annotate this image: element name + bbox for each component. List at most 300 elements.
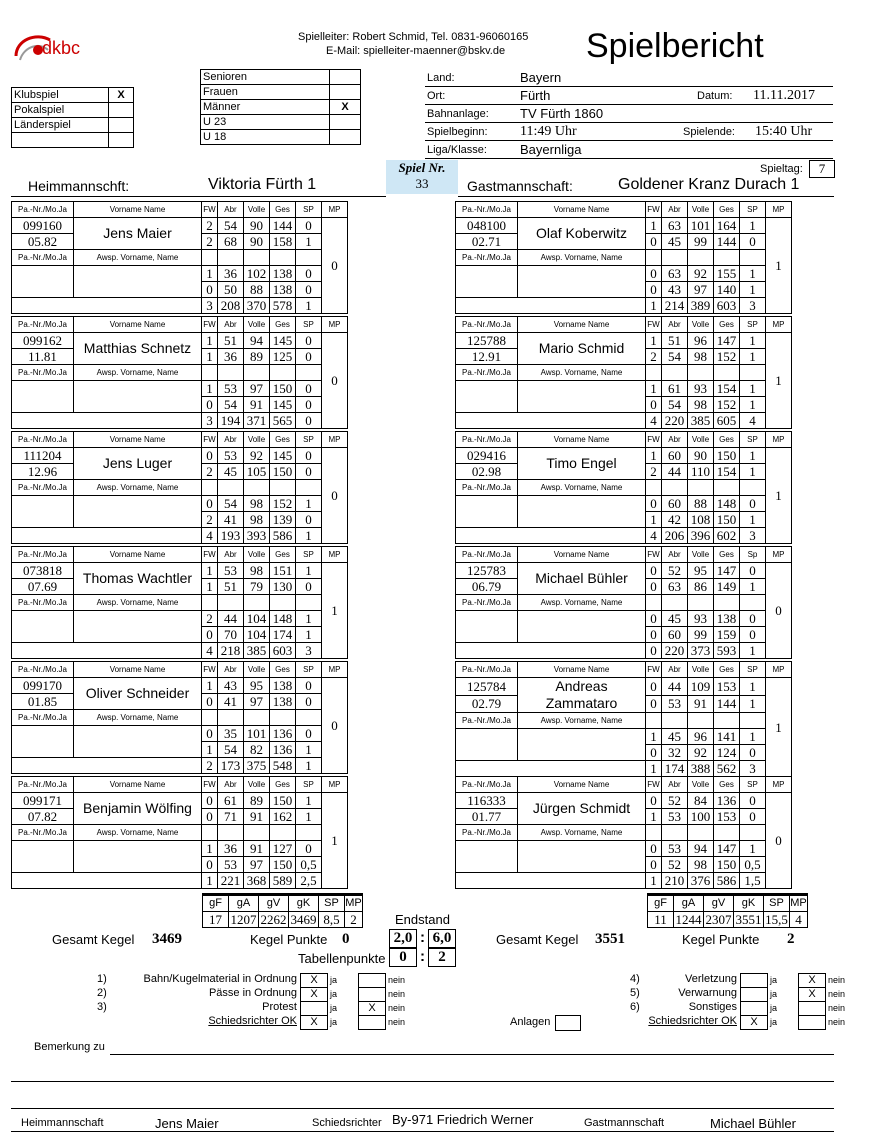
check-ja-box[interactable]: X — [300, 973, 328, 988]
check-nein-box[interactable] — [798, 1015, 826, 1030]
volle-label: Volle — [688, 202, 714, 218]
beginn-label: Spielbeginn: — [427, 126, 488, 138]
score-cell: 144 — [270, 218, 296, 234]
score-cell: 147 — [714, 563, 740, 579]
sub-label: Awsp. Vorname, Name — [518, 825, 646, 841]
tabelle-guest: 2 — [428, 948, 456, 967]
score-cell: 54 — [662, 349, 688, 365]
sub-pass[interactable] — [456, 266, 518, 298]
ja-label: ja — [330, 1003, 338, 1013]
sub-name[interactable] — [518, 729, 646, 761]
check-ja-box[interactable]: X — [300, 1015, 328, 1030]
guest-player-block — [455, 776, 792, 889]
check-nein-box[interactable] — [798, 1001, 826, 1016]
score-cell: 52 — [662, 857, 688, 873]
score-cell: 0 — [646, 745, 662, 761]
score-cell: 96 — [688, 729, 714, 745]
guest-team-name: Goldener Kranz Durach 1 — [618, 176, 800, 193]
score-cell: 1 — [646, 729, 662, 745]
cat-u23-mark[interactable] — [330, 115, 361, 130]
mp-value: 1 — [766, 218, 792, 314]
score-cell: 154 — [714, 464, 740, 480]
mp-label: MP — [766, 662, 792, 678]
sp-label: SP — [296, 777, 322, 793]
score-cell: 385 — [688, 413, 714, 429]
pass-number: 048100 — [456, 218, 518, 234]
pass-label: Pa.-Nr./Mo.Ja — [456, 317, 518, 333]
home-player-table — [11, 661, 348, 774]
birth-date: 06.79 — [456, 579, 518, 595]
score-cell: 98 — [244, 563, 270, 579]
check-nein-box[interactable]: X — [358, 1001, 386, 1016]
pass-number: 073818 — [12, 563, 74, 579]
total-label: gV — [704, 895, 734, 912]
mp-value: 0 — [766, 563, 792, 659]
check-num: 6) — [630, 1001, 640, 1013]
score-cell: 138 — [270, 678, 296, 694]
home-player-block — [11, 546, 348, 659]
score-cell: 0 — [296, 333, 322, 349]
score-cell: 52 — [662, 793, 688, 809]
player-name: Michael Bühler — [518, 563, 646, 595]
score-cell: 173 — [218, 758, 244, 774]
ja-label: ja — [770, 1017, 778, 1027]
abr-label: Abr — [662, 662, 688, 678]
check-nein-box[interactable]: X — [798, 973, 826, 988]
anlagen-box[interactable] — [555, 1015, 581, 1031]
sub-pass[interactable] — [12, 266, 74, 298]
sub-pass[interactable] — [12, 726, 74, 758]
bemerkung-line-2[interactable] — [11, 1081, 834, 1082]
type-blank-mark[interactable] — [109, 133, 134, 148]
score-cell: 0 — [646, 496, 662, 512]
type-klub-mark[interactable]: X — [109, 88, 134, 103]
footer-guest-label: Gastmannschaft — [584, 1117, 665, 1129]
sub-pass[interactable] — [456, 496, 518, 528]
score-cell: 63 — [662, 579, 688, 595]
land-value: Bayern — [520, 70, 562, 85]
pass-number: 116333 — [456, 793, 518, 809]
total-value: 1207 — [230, 912, 257, 927]
totals-home — [202, 893, 363, 928]
sub-label: Awsp. Vorname, Name — [74, 595, 202, 611]
mp-value: 1 — [766, 678, 792, 777]
score-cell: 0 — [646, 397, 662, 413]
score-cell: 2 — [202, 464, 218, 480]
score-cell: 138 — [270, 282, 296, 298]
score-cell: 90 — [244, 234, 270, 250]
check-ja-box[interactable] — [740, 973, 768, 988]
guest-player-block — [455, 316, 792, 429]
fw-label: FW — [202, 317, 218, 333]
pass-number: 029416 — [456, 448, 518, 464]
score-cell: 218 — [218, 643, 244, 659]
datum-label: Datum: — [697, 90, 733, 102]
check-ja-box[interactable]: X — [300, 987, 328, 1002]
birth-date: 07.69 — [12, 579, 74, 595]
ja-label: ja — [330, 975, 338, 985]
score-cell: 0 — [740, 809, 766, 825]
score-cell: 154 — [714, 381, 740, 397]
score-cell: 91 — [244, 809, 270, 825]
sub-pass[interactable] — [456, 729, 518, 761]
ges-label: Ges — [714, 317, 740, 333]
total-value: 11 — [648, 912, 674, 928]
score-cell: 375 — [244, 758, 270, 774]
score-cell: 159 — [714, 627, 740, 643]
score-cell: 79 — [244, 579, 270, 595]
mp-label: MP — [322, 662, 348, 678]
total-label: gV — [259, 895, 289, 912]
type-pokal-mark[interactable] — [109, 103, 134, 118]
game-type-table — [11, 87, 134, 148]
abr-label: Abr — [218, 202, 244, 218]
pass-label: Pa.-Nr./Mo.Ja — [12, 547, 74, 563]
cat-senioren: Senioren — [201, 70, 330, 85]
score-cell: 140 — [714, 282, 740, 298]
score-cell: 54 — [218, 742, 244, 758]
score-cell: 2 — [646, 349, 662, 365]
score-cell: 603 — [270, 643, 296, 659]
score-cell: 1 — [646, 333, 662, 349]
pass-number: 099171 — [12, 793, 74, 809]
birth-date: 05.82 — [12, 234, 74, 250]
ges-label: Ges — [270, 777, 296, 793]
score-cell: 98 — [244, 496, 270, 512]
score-cell: 208 — [218, 298, 244, 314]
ges-label: Ges — [270, 662, 296, 678]
score-cell: 36 — [218, 266, 244, 282]
score-cell: 3 — [202, 298, 218, 314]
sub-name[interactable] — [74, 496, 202, 528]
check-num: 2) — [97, 987, 107, 999]
sub-name[interactable] — [518, 611, 646, 643]
ges-label: Ges — [270, 432, 296, 448]
score-cell: 0 — [296, 464, 322, 480]
score-cell: 36 — [218, 349, 244, 365]
score-cell: 144 — [714, 695, 740, 713]
fw-label: FW — [202, 777, 218, 793]
score-cell: 98 — [688, 349, 714, 365]
cat-frauen: Frauen — [201, 85, 330, 100]
pass-label: Pa.-Nr./Mo.Ja — [12, 202, 74, 218]
score-cell: 4 — [646, 413, 662, 429]
score-cell: 0 — [296, 841, 322, 857]
info-block — [425, 69, 833, 161]
score-cell: 54 — [662, 397, 688, 413]
player-name: Timo Engel — [518, 448, 646, 480]
home-player-table — [11, 546, 348, 659]
score-cell: 1 — [646, 809, 662, 825]
mp-value: 1 — [322, 793, 348, 889]
fw-label: FW — [646, 547, 662, 563]
score-cell: 1 — [202, 266, 218, 282]
liga-label: Liga/Klasse: — [427, 144, 487, 156]
nein-label: nein — [828, 1003, 846, 1013]
score-cell: 162 — [270, 809, 296, 825]
check-label: Protest — [262, 1001, 297, 1013]
volle-label: Volle — [688, 662, 714, 678]
score-cell: 42 — [662, 512, 688, 528]
score-cell: 108 — [688, 512, 714, 528]
check-label: Schiedsrichter OK — [648, 1015, 737, 1027]
sub-name[interactable] — [518, 496, 646, 528]
total-value: 15,5 — [765, 912, 788, 927]
guest-gesamt-value: 3551 — [595, 931, 625, 947]
ort-label: Ort: — [427, 90, 446, 102]
score-cell: 51 — [662, 333, 688, 349]
score-cell: 2 — [202, 758, 218, 774]
score-cell: 0 — [202, 448, 218, 464]
sub-pass[interactable] — [12, 381, 74, 413]
score-cell: 90 — [244, 218, 270, 234]
name-label: Vorname Name — [518, 202, 646, 218]
guest-player-block — [455, 661, 792, 777]
score-cell: 0 — [296, 694, 322, 710]
score-cell: 3 — [740, 528, 766, 544]
abr-label: Abr — [662, 202, 688, 218]
score-cell: 1 — [740, 841, 766, 857]
check-label: Schiedsrichter OK — [208, 1015, 297, 1027]
volle-label: Volle — [688, 432, 714, 448]
score-cell: 1 — [740, 282, 766, 298]
sp-label: SP — [740, 432, 766, 448]
score-cell: 45 — [218, 464, 244, 480]
score-cell: 91 — [244, 397, 270, 413]
score-cell: 1 — [202, 841, 218, 857]
score-cell: 150 — [270, 857, 296, 873]
score-cell: 1 — [740, 448, 766, 464]
mp-value: 1 — [322, 563, 348, 659]
score-cell: 50 — [218, 282, 244, 298]
score-cell: 1 — [296, 793, 322, 809]
score-cell: 60 — [662, 627, 688, 643]
spielnr-label: Spiel Nr. — [398, 160, 446, 175]
score-cell: 0 — [202, 282, 218, 298]
mp-value: 1 — [766, 448, 792, 544]
guest-player-table — [455, 316, 792, 429]
nein-label: nein — [388, 989, 406, 999]
nein-label: nein — [828, 989, 846, 999]
spieltag-value: 7 — [809, 160, 835, 178]
guest-player-block — [455, 201, 792, 314]
pass-label: Pa.-Nr./Mo.Ja — [456, 202, 518, 218]
nein-label: nein — [388, 1003, 406, 1013]
name-label: Vorname Name — [74, 777, 202, 793]
pass-label: Pa.-Nr./Mo.Ja — [456, 777, 518, 793]
score-cell: 91 — [244, 841, 270, 857]
score-cell: 1 — [646, 448, 662, 464]
sub-name[interactable] — [518, 266, 646, 298]
score-cell: 145 — [270, 448, 296, 464]
abr-label: Abr — [218, 432, 244, 448]
score-cell: 54 — [218, 397, 244, 413]
check-num: 3) — [97, 1001, 107, 1013]
score-cell: 45 — [662, 729, 688, 745]
abr-label: Abr — [218, 547, 244, 563]
score-cell: 1 — [202, 333, 218, 349]
score-cell: 145 — [270, 397, 296, 413]
score-cell: 0 — [646, 695, 662, 713]
ja-label: ja — [770, 975, 778, 985]
score-cell: 0,5 — [740, 857, 766, 873]
score-cell: 99 — [688, 234, 714, 250]
score-cell: 86 — [688, 579, 714, 595]
tabelle-sep: : — [420, 948, 425, 965]
birth-date: 11.81 — [12, 349, 74, 365]
anlagen-label: Anlagen — [510, 1016, 551, 1028]
sub-pass[interactable] — [12, 841, 74, 873]
score-cell: 136 — [714, 793, 740, 809]
sub-name[interactable] — [74, 611, 202, 643]
category-table — [200, 69, 361, 145]
score-cell: 0 — [296, 579, 322, 595]
score-cell: 1 — [296, 742, 322, 758]
birth-date: 02.71 — [456, 234, 518, 250]
cat-frauen-mark[interactable] — [330, 85, 361, 100]
sp-label: SP — [296, 432, 322, 448]
cat-maenner-mark[interactable]: X — [330, 100, 361, 115]
cat-maenner: Männer — [201, 100, 330, 115]
bemerkung-line-3[interactable] — [11, 1108, 834, 1109]
dkbc-logo — [10, 30, 110, 68]
score-cell: 1 — [296, 611, 322, 627]
score-cell: 0,5 — [296, 857, 322, 873]
score-cell: 51 — [218, 333, 244, 349]
sub-pass[interactable] — [12, 611, 74, 643]
score-cell: 1 — [740, 695, 766, 713]
footer-home-name: Jens Maier — [155, 1116, 219, 1131]
score-cell: 127 — [270, 841, 296, 857]
player-name: Andreas — [555, 678, 608, 694]
score-cell: 1 — [740, 218, 766, 234]
score-cell: 138 — [270, 694, 296, 710]
sub-name[interactable] — [74, 841, 202, 873]
birth-date: 12.91 — [456, 349, 518, 365]
score-cell: 1 — [646, 873, 662, 889]
check-ja-box[interactable] — [740, 1001, 768, 1016]
score-cell: 99 — [688, 627, 714, 643]
score-cell: 94 — [688, 841, 714, 857]
score-cell: 148 — [714, 496, 740, 512]
score-cell: 605 — [714, 413, 740, 429]
score-cell: 0 — [646, 841, 662, 857]
score-cell: 41 — [218, 694, 244, 710]
score-cell: 53 — [218, 381, 244, 397]
home-player-table — [11, 316, 348, 429]
fw-label: FW — [202, 547, 218, 563]
score-cell: 3 — [296, 643, 322, 659]
sub-label: Awsp. Vorname, Name — [518, 365, 646, 381]
score-cell: 1 — [646, 218, 662, 234]
score-cell: 1 — [296, 528, 322, 544]
check-nein-box[interactable]: X — [798, 987, 826, 1002]
score-cell: 0 — [740, 745, 766, 761]
score-cell: 138 — [270, 266, 296, 282]
sub-name[interactable] — [74, 726, 202, 758]
score-cell: 147 — [714, 841, 740, 857]
home-team-name: Viktoria Fürth 1 — [208, 176, 317, 193]
score-cell: 1 — [296, 758, 322, 774]
endstand-label: Endstand — [395, 912, 450, 927]
spielnr-box — [386, 160, 458, 194]
score-cell: 152 — [714, 397, 740, 413]
sub-label: Awsp. Vorname, Name — [518, 713, 646, 729]
pass-number: 099170 — [12, 678, 74, 694]
pass-label: Pa.-Nr./Mo.Ja — [12, 317, 74, 333]
score-cell: 373 — [688, 643, 714, 659]
score-cell: 385 — [244, 643, 270, 659]
volle-label: Volle — [688, 317, 714, 333]
cat-u18-mark[interactable] — [330, 130, 361, 145]
total-label: gK — [734, 895, 764, 912]
sub-pass[interactable] — [456, 381, 518, 413]
sub-pass[interactable] — [456, 841, 518, 873]
nein-label: nein — [388, 975, 406, 985]
score-cell: 206 — [662, 528, 688, 544]
score-cell: 194 — [218, 413, 244, 429]
score-cell: 210 — [662, 873, 688, 889]
logo-text: dkbc — [42, 38, 81, 58]
sub-pass[interactable] — [456, 611, 518, 643]
footer-guest-name: Michael Bühler — [710, 1116, 796, 1131]
score-cell: 147 — [714, 333, 740, 349]
check-ja-box[interactable] — [740, 987, 768, 1002]
pass-label: Pa.-Nr./Mo.Ja — [456, 365, 518, 381]
ja-label: ja — [330, 989, 338, 999]
mp-label: MP — [322, 432, 348, 448]
spieltag-label: Spieltag: — [760, 163, 803, 175]
mp-label: MP — [322, 202, 348, 218]
score-cell: 0 — [740, 234, 766, 250]
mp-label: MP — [766, 547, 792, 563]
ges-label: Ges — [714, 662, 740, 678]
sub-name[interactable] — [518, 381, 646, 413]
score-cell: 63 — [662, 218, 688, 234]
score-cell: 586 — [714, 873, 740, 889]
score-cell: 1 — [740, 643, 766, 659]
cat-senioren-mark[interactable] — [330, 70, 361, 85]
sp-label: SP — [740, 662, 766, 678]
sub-pass[interactable] — [12, 496, 74, 528]
sub-name[interactable] — [518, 841, 646, 873]
score-cell: 100 — [688, 809, 714, 825]
pass-label: Pa.-Nr./Mo.Ja — [12, 825, 74, 841]
score-cell: 0 — [646, 611, 662, 627]
score-cell: 43 — [662, 282, 688, 298]
pass-label: Pa.-Nr./Mo.Ja — [12, 432, 74, 448]
check-ja-box[interactable]: X — [740, 1015, 768, 1030]
score-cell: 60 — [662, 496, 688, 512]
sub-name[interactable] — [74, 381, 202, 413]
score-cell: 104 — [244, 611, 270, 627]
email-line: E-Mail: spielleiter-maenner@bskv.de — [326, 45, 506, 57]
sub-name[interactable] — [74, 266, 202, 298]
score-cell: 2 — [202, 234, 218, 250]
score-cell: 589 — [270, 873, 296, 889]
score-cell: 1 — [202, 381, 218, 397]
guest-player-block — [455, 546, 792, 659]
sp-label: SP — [296, 202, 322, 218]
score-cell: 0 — [296, 397, 322, 413]
bemerkung-line-1[interactable] — [110, 1054, 834, 1055]
score-sep: : — [420, 929, 425, 946]
score-cell: 102 — [244, 266, 270, 282]
name-label: Vorname Name — [74, 662, 202, 678]
sp-label: Sp — [740, 547, 766, 563]
type-laender-mark[interactable] — [109, 118, 134, 133]
fw-label: FW — [646, 662, 662, 678]
